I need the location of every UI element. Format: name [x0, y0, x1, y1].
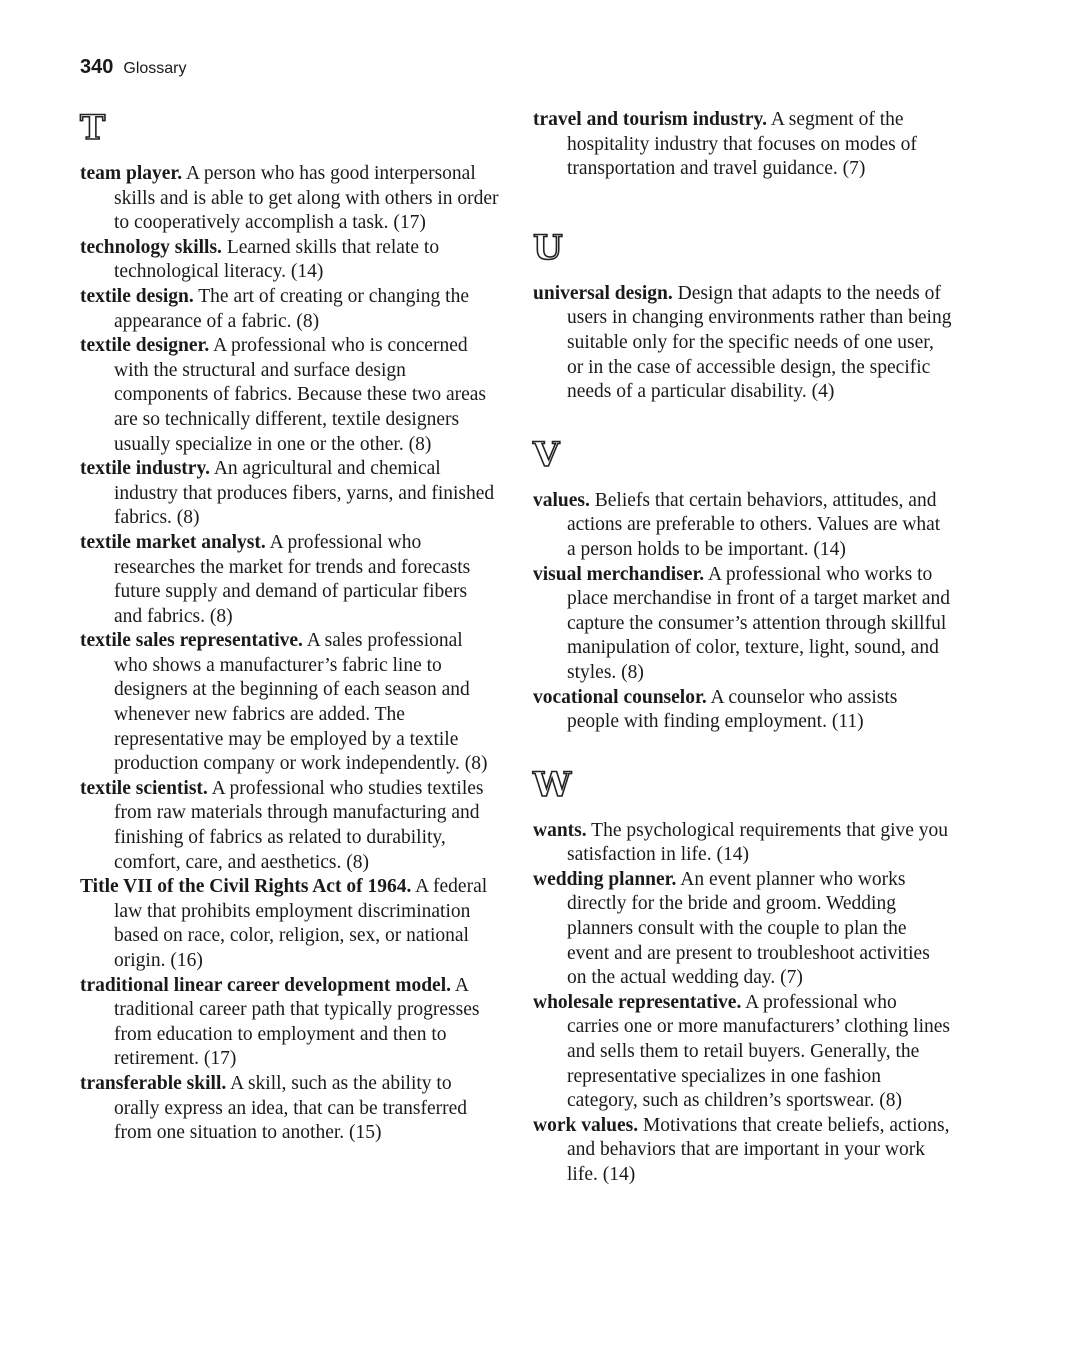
- entry-term: textile sales representative.: [80, 630, 303, 652]
- entry-definition: A professional who works to place merchandise in front of a target market and capture the consumer’s attention through skillful manipulation of color, texture, light, sound, and styles. (8): [567, 563, 950, 683]
- entry-term: visual merchandiser.: [533, 563, 705, 585]
- entry-term: vocational counselor.: [533, 686, 707, 708]
- entry-term: values.: [533, 489, 590, 511]
- glossary-entry: [533, 563, 953, 686]
- entry-term: wedding planner.: [533, 868, 677, 890]
- entry-term: wholesale representative.: [533, 991, 742, 1013]
- glossary-entry: [80, 1072, 500, 1146]
- entry-term: wants.: [533, 819, 587, 841]
- entry-definition: Motivations that create beliefs, actions, and behaviors that are important in your work life. (14): [567, 1114, 950, 1185]
- glossary-entry: [80, 285, 500, 334]
- entry-definition: A segment of the hospitality industry that focuses on modes of transportation and travel guidance. (7): [567, 109, 917, 180]
- entry-definition: Learned skills that relate to technological literacy. (14): [114, 236, 440, 283]
- glossary-entry: [80, 334, 500, 457]
- entry-definition: An event planner who works directly for the bride and groom. Wedding planners consult with the couple to plan the event and are present to troubleshoot activities on the actual wedding day. (7): [567, 868, 930, 989]
- glossary-entry: [533, 868, 953, 991]
- entry-definition: A professional who carries one or more manufacturers’ clothing lines and sells them to retail buyers. Generally, the representative specializes in one fashion category, such as children’s sportswear. (8): [567, 991, 950, 1112]
- glossary-entry: [533, 1114, 953, 1188]
- section-letter: U: [533, 227, 563, 268]
- entry-definition: A professional who researches the market for trends and forecasts future supply and demand of particular fibers and fabrics. (8): [114, 531, 471, 627]
- glossary-entry: [533, 282, 953, 405]
- glossary-entry: [533, 489, 953, 563]
- section-u: [533, 228, 953, 405]
- page-number: 340: [80, 56, 114, 78]
- glossary-entry: [80, 629, 500, 777]
- entry-definition: A counselor who assists people with finding employment. (11): [567, 686, 898, 733]
- running-header: [80, 56, 187, 79]
- entry-term: textile industry.: [80, 458, 210, 480]
- section-letter: V: [533, 434, 560, 475]
- entry-term: textile market analyst.: [80, 531, 266, 553]
- entry-term: traditional linear career development model.: [80, 974, 451, 996]
- entry-term: textile scientist.: [80, 777, 208, 799]
- glossary-entry: [533, 819, 953, 868]
- entry-definition: The art of creating or changing the appearance of a fabric. (8): [114, 285, 469, 332]
- glossary-entry: [80, 777, 500, 875]
- glossary-entry: [533, 991, 953, 1114]
- entry-definition: A professional who is concerned with the structural and surface design components of fabrics. Because these two areas are so technically different, textile designers usually specialize in one or the other. (8): [114, 335, 486, 455]
- glossary-entry: [80, 457, 500, 531]
- entry-term: Title VII of the Civil Rights Act of 1964.: [80, 876, 412, 898]
- entry-definition: A person who has good interpersonal skills and is able to get along with others in order to cooperatively accomplish a task. (17): [114, 163, 499, 234]
- entry-definition: Design that adapts to the needs of users in changing environments rather than being suitable only for the specific needs of one user, or in the case of accessible design, the specific needs of a particular disability. (4): [567, 282, 952, 403]
- entry-definition: A professional who studies textiles from raw materials through manufacturing and finishing of fabrics as related to durability, comfort, care, and aesthetics. (8): [114, 777, 484, 873]
- entry-definition: A skill, such as the ability to orally express an idea, that can be transferred from one situation to another. (15): [114, 1072, 467, 1144]
- glossary-entry: [80, 162, 500, 236]
- glossary-entry: [80, 875, 500, 973]
- entry-definition: An agricultural and chemical industry that produces fibers, yarns, and finished fabrics. (8): [114, 458, 495, 529]
- glossary-entry: [80, 236, 500, 285]
- section-v: [533, 435, 953, 735]
- entry-term: team player.: [80, 163, 183, 184]
- section-letter: T: [80, 108, 106, 148]
- glossary-entry: [533, 686, 953, 735]
- glossary-entry: [80, 531, 500, 629]
- running-title: Glossary: [123, 60, 187, 77]
- glossary-entry: [80, 974, 500, 1072]
- section-w: [533, 765, 953, 1188]
- left-column: [80, 108, 500, 1176]
- entry-definition: A traditional career path that typically progresses from education to employment and then to retirement. (17): [114, 974, 480, 1070]
- entry-term: technology skills.: [80, 236, 222, 258]
- entry-definition: A sales professional who shows a manufacturer’s fabric line to designers at the beginning of each season and whenever new fabrics are added. The representative may be employed by a textile production company or work independently. (8): [114, 630, 488, 775]
- entry-definition: The psychological requirements that give you satisfaction in life. (14): [567, 819, 949, 866]
- glossary-entry: [533, 108, 953, 182]
- entry-term: travel and tourism industry.: [533, 109, 768, 130]
- entry-term: textile design.: [80, 285, 194, 307]
- section-t: [80, 108, 500, 1146]
- section-letter: W: [533, 764, 572, 805]
- entry-definition: Beliefs that certain behaviors, attitudes, and actions are preferable to others. Values are what a person holds to be important. (14): [567, 489, 941, 560]
- entry-term: transferable skill.: [80, 1072, 227, 1094]
- entry-term: textile designer.: [80, 335, 210, 357]
- right-column: [533, 108, 953, 1218]
- entry-definition: A federal law that prohibits employment discrimination based on race, color, religion, sex, or national origin. (16): [114, 876, 488, 971]
- entry-term: universal design.: [533, 282, 673, 304]
- entry-term: work values.: [533, 1114, 639, 1136]
